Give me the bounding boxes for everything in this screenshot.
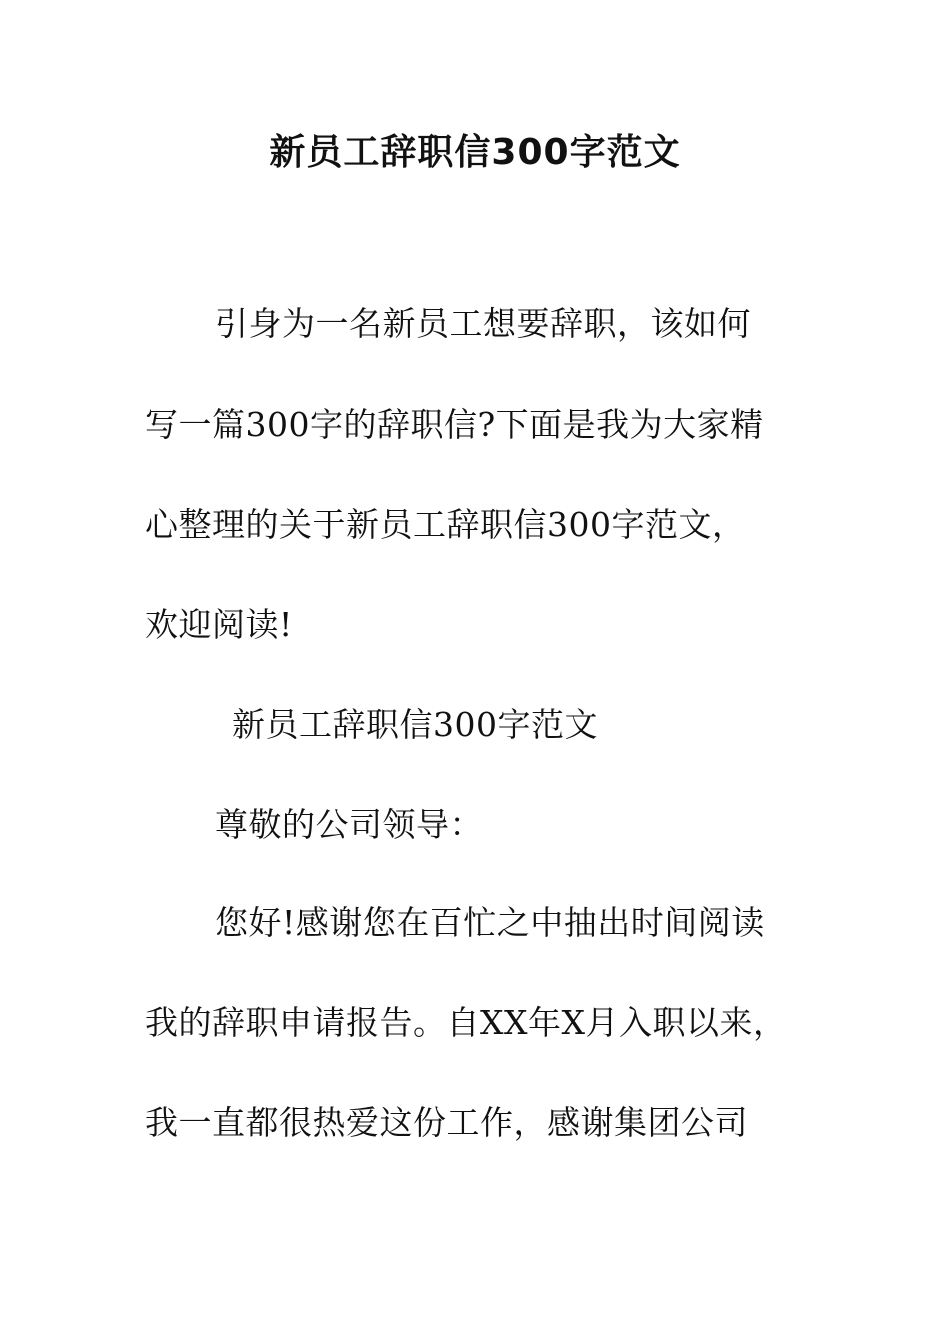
intro-line-3: 心整理的关于新员工辞职信300字范文， bbox=[145, 505, 746, 544]
body-line-1: 您好!感谢您在百忙之中抽出时间阅读 bbox=[215, 903, 765, 942]
intro-line-1: 引身为一名新员工想要辞职，该如何 bbox=[215, 304, 751, 343]
body-line-3: 我一直都很热爱这份工作，感谢集团公司 bbox=[145, 1103, 748, 1142]
document-title: 新员工辞职信300字范文 bbox=[269, 132, 681, 173]
intro-line-4: 欢迎阅读! bbox=[145, 605, 293, 644]
intro-line-2: 写一篇300字的辞职信?下面是我为大家精 bbox=[145, 405, 764, 444]
body-line-2: 我的辞职申请报告。自XX年X月入职以来， bbox=[145, 1003, 787, 1042]
section-subtitle: 新员工辞职信300字范文 bbox=[232, 705, 598, 744]
salutation: 尊敬的公司领导： bbox=[215, 805, 483, 844]
